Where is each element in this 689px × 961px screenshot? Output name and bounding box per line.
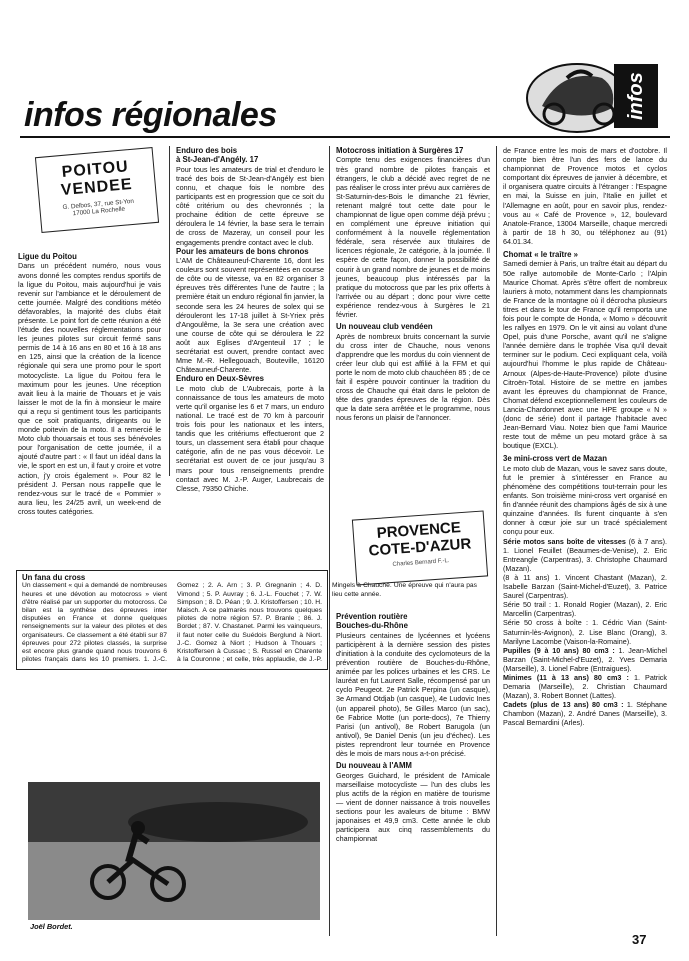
motocross-rider-image — [28, 782, 320, 920]
author-address: G. Delbos, 37, rue St-Yon 17000 La Rochelle — [62, 197, 135, 218]
author-name: Charles Bernard F.-L. — [392, 557, 450, 568]
page-title: infos régionales — [24, 96, 277, 134]
result-text: 1. Stéphane Chambon (Mazan), 2. André Danes (Marseille), 3. Pascal Bernardini (Arles). — [503, 700, 667, 728]
result-line — [503, 618, 667, 645]
motocross-photo — [28, 782, 320, 920]
column-divider — [329, 146, 330, 936]
region-title: POITOU — [61, 158, 130, 181]
column-4 — [503, 146, 667, 728]
section-heading: Prévention routière Bouches-du-Rhône — [336, 612, 408, 631]
section-heading: Un fana du cross — [22, 573, 86, 582]
photo-caption: Joël Bordet. — [30, 922, 73, 931]
result-heading: Cadets (plus de 13 ans) 80 cm3 : — [503, 700, 624, 710]
result-line — [503, 673, 667, 700]
result-line — [503, 537, 667, 573]
column-3 — [336, 146, 490, 422]
section-heading: Du nouveau à l'AMM — [336, 761, 412, 771]
section-heading: Chomat « le traître » — [503, 250, 578, 260]
result-heading: Série motos sans boîte de vitesses — [503, 536, 626, 546]
region-title: COTE-D'AZUR — [368, 535, 472, 560]
result-line — [503, 700, 667, 727]
result-line — [503, 600, 667, 618]
article-body: Un classement « qui a demandé de nombreuses heures et une dévotion au motocross » vient d'être réalisé par un supporter du motocross. Ce bilan est la synthèse des épreuves inter disputées en France et donne quelques renseignements sur la valeur des pilotes et des organisateurs. Ce classement a été établi sur 87 épreuves pour 272 pilotes classés, la surprise est encore plus grande quand nous trouvons 6 pilotes français dans les 10 premiers. 1. J.-C. Gomez ; 2. A. Arn ; 3. P. Gregnanin ; 4. D. Vimond ; 5. P. Auvray ; 6. J.-L. Fouchet ; 7. W. Simpson ; 8. D. Péan ; 9. J. Kristoffersen ; 10. H. Maisch. A ce palmarès nous trouvons quelques pilotes de notre région 57. P. Branle ; 86. J. Bordet ; 87. V. Chastanet. Parmi les vainqueurs, il faut noter celle du Suédois Berglund à Niort. J.-C. Gomez à Niort ; Hudson à Thouars ; Kristoffersen à Cussac ; S. Russel en Charente à la Couronne ; et celle, très applaudie, de J.-P. Mingels à Chauché. Une épreuve qui n'aura pas lieu cette année. — [22, 582, 477, 664]
article-body: L'AM de Châteauneuf-Charente 16, dont les couleurs sont souvent représentées en course de côte ou de vitesse, va en 82 organiser 3 épreuves très différentes l'une de l'autre ; la première était un enduro régional fin janvier, la seconde sera les 24 heures de solex qui se dérouleront les 17-18 juillet à St-Yriex près d'Angoulême, la 3e sera une création avec une course de côte qui se déroulera le 22 août aux Eglises d'Argenteuil 17 ; le secrétariat est ouvert, prendre contact avec Mme M.-R. Hellegouach, Bouteville, 16120 Châteauneuf-Charente. — [176, 256, 324, 375]
article-body: Le moto club de Mazan, vous le savez sans doute, fut le premier à s'intéresser en France au phénomène des compétitions tout-terrain pour les enfants. Son troisième mini-cross vert organisé en fin d'année réunit des champions âgés de six à une quinzaine d'années. Ils furent cinquante à s'en donner à cœur joie sur un tracé spécialement conçu pour eux. — [503, 463, 667, 537]
section-heading: Un nouveau club vendéen — [336, 322, 433, 332]
logo-text: infos — [614, 64, 658, 128]
result-text: 1. Patrick Demaria (Marseille), 2. Christian Chaumard (Mazan), 3. Robert Bonnet (Lattes). — [503, 672, 667, 701]
section-heading: Motocross initiation à Surgères 17 — [336, 146, 464, 155]
region-title: VENDEE — [60, 175, 134, 200]
result-text: Série 50 trail : 1. Ronald Rogier (Mazan), 2. Eric Marcellin (Carpentras). — [503, 600, 667, 619]
ligue-poitou-article — [18, 252, 161, 516]
article-body: Dans un précédent numéro, nous vous avons donné les comptes rendus sportifs de la ligue du Poitou, mais aujourd'hui je vais revenir sur l'ambiance et le déroulement de cette journée. Malgré des conditions météo défavorables, la majorité des clubs était présente. Le point fort de cette réunion a été l'étude des nouvelles réglementations pour les jeunes pilotes sur circuit fermé sans permis de 14 à 16 ans en 80 et 16 à 18 ans en 125, ainsi que la création de la licence régionale qui sera une promo pour le sport motocycliste. La ligue du Poitou fera le maximum pour les jeunes. Une réception avait lieu à la mairie de Thouars et je vais laisser le mot de la fin à monsieur le maire qui a reçu si gentiment tous les participants que ce soit pratiquants, dirigeants ou le monde poitevin de la moto. Il a remercié le Moto club thouarsais et tous ses bénévoles pour l'organisation de cette journée, il a ajouté d'autre part : « Il faut un idéal dans la vie, le sport en est un, il faut y croire et votre action, j'y crois également ». Pour 82 le président J. Persan nous rappelle que le rendez-vous sur le tracé de « Pommier » aura lieu, les 24/25 avril, un week-end de cross toutes catégories. — [18, 261, 161, 516]
result-text: (6 à 7 ans). 1. Lionel Feuillet (Beaumes-de-Venise), 2. Eric Entreangle (Carpentras), 3. Christophe Chaumard (Mazan). — [503, 536, 667, 573]
article-body: Compte tenu des exigences financières d'un très grand nombre de pilotes français et étrangers, le club a décidé avec regret de ne pas réaliser le cross inter prévu aux carrières de St-Saturnin-des-Bois le dimanche 21 février, retenant malgré tout cette date pour le championnat de ligue open comme déjà prévu ; en complément une épreuve initiation qui conformément à la nouvelle réglementation fédérale, sera réservée aux titulaires de licences régionale, 2e catégorie, à la journée. Il espère de cette façon, donner la possibilité de courir à un grand nombre de jeunes et de moins jeunes, beaucoup plus intéressés par la pratique du motocross que par les prix offerts à l'arrivée ou au départ ; donc pour vivre cette expérience rendez-vous à Surgères le 21 février. — [336, 155, 490, 319]
article-body: Georges Guichard, le président de l'Amicale marseillaise motocycliste — l'un des clubs les plus actifs de la région en matière de tourisme — vient de donner naissance à trois nouvelles sections pour les avaleurs de bitume : BMW japonaises et 49,9 cm3. Cette année le club participera aux cinq rassemblements du championnat — [336, 770, 490, 844]
result-line — [503, 573, 667, 600]
article-body: Après de nombreux bruits concernant la survie du cross inter de Chauche, nous venons d'apprendre que les mordus du coin viennent de créer leur club qui est affilié à la FFM et qui porte le nom de moto club chauchéen 85 ; de ce fait il espère pouvoir continuer la tradition du cross de Chauche qui était dans le peloton de tête des grandes épreuves de la région. Dès que la date sera arrêtée et le programme, nous nous ferons un plaisir de l'annoncer. — [336, 331, 490, 423]
region-title: PROVENCE — [376, 519, 462, 542]
result-text: 1. Jean-Michel Barzan (Saint-Michel-d'Euzet), 2. Yves Demaria (Marseille), 3. Lionel Fabre (Entraigues). — [503, 645, 667, 673]
article-body: Samedi dernier à Paris, un traître était au départ du 50e rallye automobile de Monte-Carlo ; l'Alpin Maurice Chomat. Après s'être offert de nombreux lauriers à moto, notamment dans les championnats de France de la montagne où il décrocha plusieurs titres et dans le tour de France qu'il remporta une fois pour le compte de Honda, « Momo » découvrit les rallyes en 1979. On le vit ainsi au volant d'une Opel, puis d'une Porsche, avant qu'il ne s'aligne l'année dernière dans le trophée Visa qu'il devait terminer sur le podium. Ceci expliquant cela, voilà aujourd'hui l'homme le plus rapide de Château-Arnoux (Alpes-de-Haute-Provence) pilote d'usine Citroën-Total. Histoire de se mettre en jambes avant les épreuves du championnat de France, Chomat défend exceptionnellement les couleurs de Lancia-Chardonnet avec une HPE groupe « N » (donc de série) dont il partage l'habitacle avec Jean-Bernard Viau. Notez bien que l'ami Maurice reste tout de même un peu motard grâce à sa boutique (EXCL). — [503, 259, 667, 451]
infos-logo — [522, 58, 662, 134]
result-heading: Pupilles (9 à 10 ans) 80 cm3 : — [503, 645, 615, 655]
section-heading: Enduro des bois à St-Jean-d'Angély. 17 — [176, 146, 259, 165]
article-body: Pour tous les amateurs de trial et d'enduro le tracé des bois de St-Jean-d'Angély est bien connu, et chaque fois le nombre des participants est en progression que ce soit du côté critérium ou des chevronnés ; la prochaine édition de cette épreuve se déroulera le 14 février, la base sera le terrain de cross de Mazeray, un conseil pour les engagements prendre contact avec le club. — [176, 164, 324, 247]
result-line — [503, 646, 667, 673]
title-underline — [20, 136, 670, 138]
column-divider — [496, 146, 497, 936]
article-body: Plusieurs centaines de lycéennes et lycéens participèrent à la dernière session des pistes d'initiation à la conduite des cyclomoteurs de la prévention routière de Bouches-du-Rhône, animée par les polices urbaines et les CRS. Le lauréat en fut Laurent Salle, récompensé par un cyclo Peugeot. 2e Patrick Perpina (un casque), 3e Armand Otdjab (un casque), 4e Ludovic Ines (un appareil photo), 5e Gilles Marco (un sac), 6e Fabrice Motte (un porte-docs), 7e Thierry Parisi (un antivol), 8e Robert Barugola (un antivol), 9e Daniel Denis (un jeu d'échec). Les pistes reprendront leur tournée en Provence dès le mois de mars nous a-t-on précisé. — [336, 630, 490, 759]
result-heading: Minimes (11 à 13 ans) 80 cm3 : — [503, 672, 629, 682]
result-text: Série 50 cross à boîte : 1. Cédric Vian (Saint-Saturnin-lès-Avignon), 2. Lise Blanc (Orang), 3. Marilyne Lacombe (Vaison-la-Romaine). — [503, 618, 667, 646]
poitou-vendee-box — [35, 147, 159, 233]
article-body: Le moto club de L'Aubrecais, porte à la connaissance de tous les amateurs de moto verte qu'il organise les 6 et 7 mars, un enduro national. Le tracé est de 70 km à parcourir trois fois pour les nationaux et les inters, tandis que les critériums effectueront que 2 tours, un classement sera établi pour chaque catégorie, afin de ne pas vous décevoir. Le secrétariat est ouvert de ce jour jusqu'au 3 mars pour tous renseignements prendre contact avec M. J.-P. Auger, Laubrecais de Clesse, 79350 Chiche. — [176, 383, 324, 493]
section-heading: Ligue du Poitou — [18, 252, 77, 261]
provence-cote-azur-box — [352, 510, 488, 585]
column-3-lower — [336, 612, 490, 843]
page-number: 37 — [632, 932, 647, 947]
section-heading: Enduro en Deux-Sèvres — [176, 374, 264, 384]
column-2 — [176, 146, 324, 493]
section-heading: Pour les amateurs de bons chronos — [176, 246, 309, 256]
result-text: (8 à 11 ans) 1. Vincent Chastant (Mazan), 2. Isabelle Barzan (Saint-Michel-d'Euzet), 3. Patrice Saurel (Carpentras). — [503, 572, 667, 601]
section-heading: 3e mini-cross vert de Mazan — [503, 454, 607, 464]
article-body: de France entre les mois de mars et d'octobre. Il compte bien être l'un des fers de lance du championnat de Provence motos et cyclos comportant dix épreuves de janvier à décembre, et il organisera quatre circuits à l'étranger : l'Espagne en mai, la Suisse en juin, l'Italie en juillet et l'Allemagne en août, pour en savoir plus, rendez-vous au « Café de Provence », 12, boulevard Anatole-France, 13004 Marseille, chaque mercredi à partir de 18 h 30, ou téléphonez au (91) 64.01.34. — [503, 146, 667, 246]
column-divider — [169, 146, 170, 476]
